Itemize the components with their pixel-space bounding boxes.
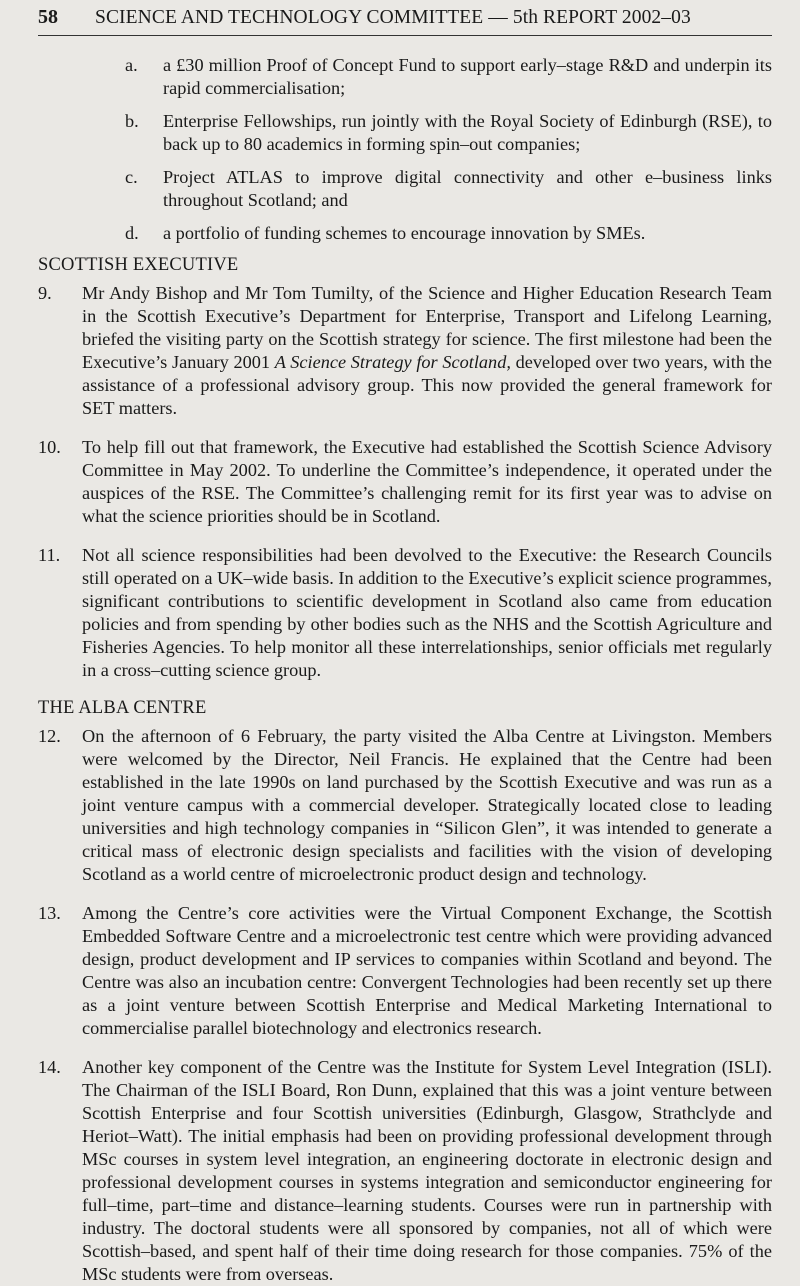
list-text: a portfolio of funding schemes to encourage innovation by SMEs.: [163, 223, 646, 243]
funding-list: [38, 54, 772, 245]
list-text: a £30 million Proof of Concept Fund to support early–stage R&D and underpin its rapid commercialisation;: [163, 55, 772, 98]
paragraph-number: 13.: [38, 903, 61, 923]
paragraph-number: 11.: [38, 545, 61, 565]
list-item: [125, 166, 772, 212]
paragraph-text-part: Mr Andy Bishop and Mr Tom Tumilty, of the Science and Higher Education Research Team in the Scottish Executive’s Department for Enterprise, Transport and Lifelong Learning, briefed the visiting party on the Scottish strategy for science. The first milestone had been the Executive’s January 2001: [82, 283, 772, 372]
list-item: [125, 54, 772, 100]
paragraph-number: 12.: [38, 726, 61, 746]
section-heading: THE ALBA CENTRE: [38, 698, 207, 718]
list-marker: d.: [125, 223, 139, 243]
list-marker: b.: [125, 111, 139, 131]
paragraph-text: Not all science responsibilities had been devolved to the Executive: the Research Councils still operated on a UK–wide basis. In addition to the Executive’s explicit science programmes, significant contributions to scientific development in Scotland also came from education policies and from spending by other bodies such as the NHS and the Scottish Agriculture and Fisheries Agencies. To help monitor all these interrelationships, senior officials met regularly in a cross–cutting science group.: [82, 545, 772, 680]
list-item: [125, 110, 772, 156]
paragraph: [38, 436, 772, 528]
running-header: [38, 6, 772, 36]
paragraph-number: 9.: [38, 283, 52, 303]
paragraph-text: [82, 282, 772, 420]
running-title: SCIENCE AND TECHNOLOGY COMMITTEE — 5th REPORT 2002–03: [95, 7, 691, 28]
section-alba-centre: [38, 698, 772, 1286]
paragraph-text: Another key component of the Centre was the Institute for System Level Integration (ISLI). The Chairman of the ISLI Board, Ron Dunn, explained that this was a joint venture between Scottish Enterprise and four Scottish universities (Edinburgh, Glasgow, Strathclyde and Heriot–Watt). The initial emphasis had been on providing professional development through MSc courses in system level integration, an engineering doctorate in electronic design and professional development courses in systems integration and semiconductor engineering for full–time, part–time and distance–learning students. Courses were run in partnership with industry. The doctoral students were all sponsored by companies, not all of which were Scottish–based, and spent half of their time doing research for those companies. 75% of the MSc students were from overseas.: [82, 1057, 772, 1284]
list-item: [125, 222, 772, 245]
page-number: 58: [38, 6, 58, 28]
paragraph-text-part: developed over two years, with the assistance of a professional advisory group. This now provided the general framework for SET matters.: [82, 352, 772, 418]
paragraph-number: 14.: [38, 1057, 61, 1077]
paragraph-text: Among the Centre’s core activities were the Virtual Component Exchange, the Scottish Embedded Software Centre and a microelectronic test centre which were providing advanced design, product development and IP services to companies within Scotland and beyond. The Centre was also an incubation centre: Convergent Technologies had been recently set up there as a joint venture between Scottish Enterprise and Medical Marketing International to commercialise parallel biotechnology and electronics research.: [82, 903, 772, 1038]
paragraph-text: To help fill out that framework, the Executive had established the Scottish Science Advisory Committee in May 2002. To underline the Committee’s independence, it operated under the auspices of the RSE. The Committee’s challenging remit for its first year was to advise on what the science priorities should be in Scotland.: [82, 437, 772, 526]
publication-title: A Science Strategy for Scotland,: [274, 352, 511, 372]
paragraph: [38, 544, 772, 682]
paragraph: [38, 902, 772, 1040]
paragraph: [38, 282, 772, 420]
list-marker: c.: [125, 167, 138, 187]
paragraph-number: 10.: [38, 437, 61, 457]
list-text: Enterprise Fellowships, run jointly with the Royal Society of Edinburgh (RSE), to back up to 80 academics in forming spin–out companies;: [163, 111, 772, 154]
section-scottish-executive: [38, 255, 772, 682]
list-text: Project ATLAS to improve digital connectivity and other e–business links throughout Scotland; and: [163, 167, 772, 210]
paragraph-text: On the afternoon of 6 February, the party visited the Alba Centre at Livingston. Members were welcomed by the Director, Neil Francis. He explained that the Centre had been established in the late 1990s on land purchased by the Scottish Executive and was run as a joint venture campus with a commercial developer. Strategically located close to leading universities and high technology companies in “Silicon Glen”, it was intended to generate a critical mass of electronic design specialists and facilities with the vision of developing Scotland as a world centre of microelectronic product design and technology.: [82, 726, 772, 884]
list-marker: a.: [125, 55, 138, 75]
paragraph: [38, 725, 772, 886]
section-heading: SCOTTISH EXECUTIVE: [38, 255, 239, 275]
paragraph: [38, 1056, 772, 1286]
